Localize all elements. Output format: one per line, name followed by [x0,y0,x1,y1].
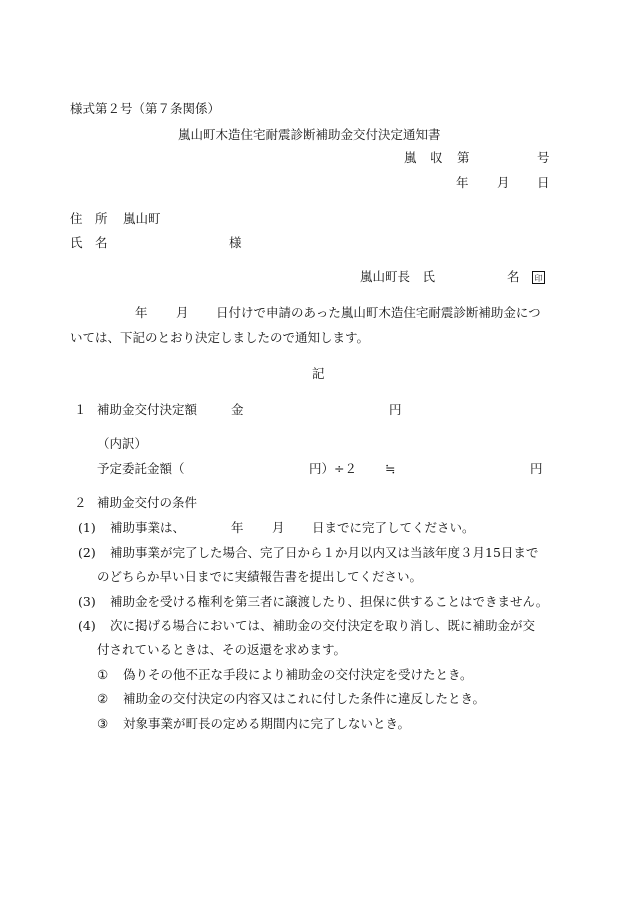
condition-1-part-a: 補助事業は、 [110,520,186,535]
condition-4-line1: 次に掲げる場合においては、補助金の交付決定を取り消し、既に補助金が交 [110,618,536,633]
condition-2-line2: のどちらか早い日までに実績報告書を提出してください。 [97,569,423,584]
body-line2: いては、下記のとおり決定しましたので通知します。 [70,330,370,345]
condition-number: (3) [78,594,96,609]
form-label: 様式第２号（第７条関係） [70,101,221,116]
section1-uchiwake: （内訳） [97,436,148,451]
condition-number: (1) [78,520,96,535]
date-day: 日 [537,175,550,190]
address-value: 嵐山町 [123,211,161,226]
section2-number: ２ [74,495,87,510]
section1-approx: ≒ [385,461,396,476]
sub-item-text: 偽りその他不正な手段により補助金の交付決定を受けたとき。 [123,667,473,682]
sub-item-text: 補助金の交付決定の内容又はこれに付した条件に違反したとき。 [123,691,486,706]
condition-number: (2) [78,545,96,560]
body-line1: 日付けで申請のあった嵐山町木造住宅耐震診断補助金につ [216,305,541,320]
sub-item-mark: ③ [97,716,109,731]
sub-item-mark: ② [97,691,109,706]
body-year: 年 [135,305,148,320]
doc-number-shu: 収 [430,150,443,165]
doc-number-prefix: 嵐 [404,150,417,165]
date-month: 月 [497,175,510,190]
condition-number: (4) [78,618,96,633]
section1-number: １ [74,402,87,417]
condition-1-year: 年 [231,520,244,535]
sub-item-mark: ① [97,667,109,682]
section1-detail-yen-close: 円）÷２ [309,461,357,476]
condition-1-part-d: 日までに完了してください。 [312,520,475,535]
document-title: 嵐山町木造住宅耐震診断補助金交付決定通知書 [178,127,441,142]
section1-detail-yen: 円 [530,461,543,476]
body-month: 月 [176,305,189,320]
seal-mark: 印 [532,271,545,284]
ki-heading: 記 [312,366,325,381]
section1-label: 補助金交付決定額 [97,402,198,417]
honorific: 様 [229,235,242,250]
condition-4-line2: 付されているときは、その返還を求めます。 [97,642,347,657]
address-label: 住 所 [70,211,108,226]
condition-1-month: 月 [272,520,285,535]
issuer-name-char: 名 [507,269,520,284]
condition-3-text: 補助金を受ける権利を第三者に譲渡したり、担保に供することはできません。 [110,594,549,609]
issuer-title: 嵐山町長 氏 [360,269,436,284]
section1-detail-label: 予定委託金額（ [97,461,185,476]
section1-yen: 円 [389,402,402,417]
section2-label: 補助金交付の条件 [97,495,198,510]
sub-item-text: 対象事業が町長の定める期間内に完了しないとき。 [123,716,411,731]
section1-kin: 金 [231,402,244,417]
doc-number-go: 号 [537,150,550,165]
condition-2-line1: 補助事業が完了した場合、完了日から１か月以内又は当該年度３月15日まで [110,545,539,560]
date-year: 年 [456,175,469,190]
doc-number-dai: 第 [457,150,470,165]
name-label: 氏 名 [70,235,108,250]
